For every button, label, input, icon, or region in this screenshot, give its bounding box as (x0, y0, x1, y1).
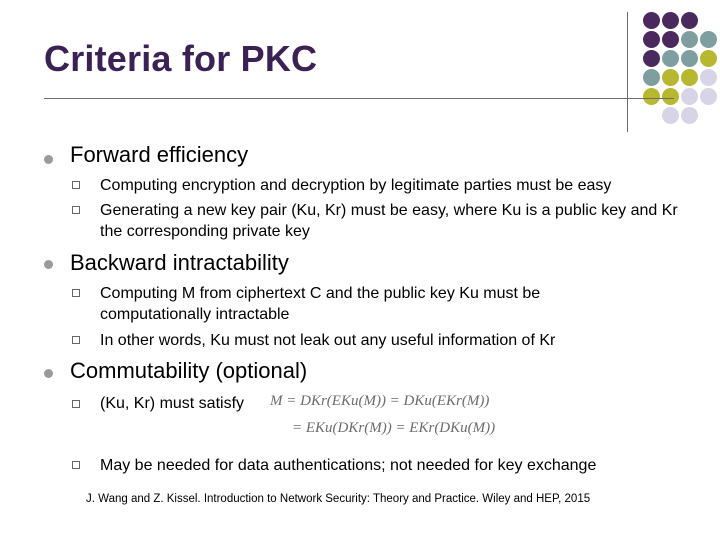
bullet-commutability: Commutability (optional) (70, 358, 308, 383)
decor-dot (681, 31, 698, 48)
decor-dot (662, 69, 679, 86)
decor-dot (681, 50, 698, 67)
decor-dot (662, 12, 679, 29)
equation-line-2: = EKu(DKr(M)) = EKr(DKu(M)) (292, 420, 496, 436)
equation-line-1: M = DKr(EKu(M)) = DKu(EKr(M)) (270, 393, 490, 409)
decor-dot (662, 50, 679, 67)
reference-citation: J. Wang and Z. Kissel. Introduction to Network Security: Theory and Practice. Wiley and HEP, 2015 (86, 493, 591, 505)
bullet-dot (44, 155, 53, 164)
sub-item (100, 455, 690, 476)
decor-dot (700, 69, 717, 86)
decor-dot (662, 31, 679, 48)
sub-bullet-box (72, 400, 80, 408)
sub-item-text: (Ku, Kr) must satisfy (100, 395, 245, 412)
slide-title: Criteria for PKC (44, 38, 318, 79)
bullet-forward-efficiency: Forward efficiency (70, 142, 249, 167)
bullet-dot (44, 260, 53, 269)
sub-item-text: In other words, Ku must not leak out any useful information of Kr (100, 332, 556, 349)
sub-bullet-box (72, 461, 80, 469)
decor-dot (700, 88, 717, 105)
sub-item (100, 330, 690, 351)
decor-dot (643, 31, 660, 48)
sub-bullet-box (72, 336, 80, 344)
sub-item (100, 175, 690, 196)
decor-dot (681, 12, 698, 29)
decor-dot (662, 88, 679, 105)
decor-dot (700, 31, 717, 48)
decor-dot (643, 50, 660, 67)
sub-item (100, 283, 620, 325)
title-underline (44, 98, 674, 99)
vertical-rule (627, 12, 628, 132)
sub-bullet-box (72, 181, 80, 189)
decor-dot (643, 12, 660, 29)
bullet-dot (44, 369, 53, 378)
decor-dot (700, 50, 717, 67)
decor-dot (643, 69, 660, 86)
sub-bullet-box (72, 206, 80, 214)
sub-item-text: Computing encryption and decryption by legitimate parties must be easy (100, 177, 612, 194)
sub-item-text: May be needed for data authentications; not needed for key exchange (100, 457, 597, 474)
decor-dot (681, 69, 698, 86)
decor-dot (681, 107, 698, 124)
sub-item-text: Generating a new key pair (Ku, Kr) must be easy, where Ku is a public key and Kr the corresponding private key (100, 202, 678, 240)
decor-dot (681, 88, 698, 105)
sub-bullet-box (72, 289, 80, 297)
decor-dot (662, 107, 679, 124)
sub-item-text: Computing M from ciphertext C and the public key Ku must be computationally intractable (100, 285, 541, 323)
bullet-backward-intractability: Backward intractability (70, 250, 289, 275)
decor-dot (643, 88, 660, 105)
sub-item (100, 200, 680, 242)
